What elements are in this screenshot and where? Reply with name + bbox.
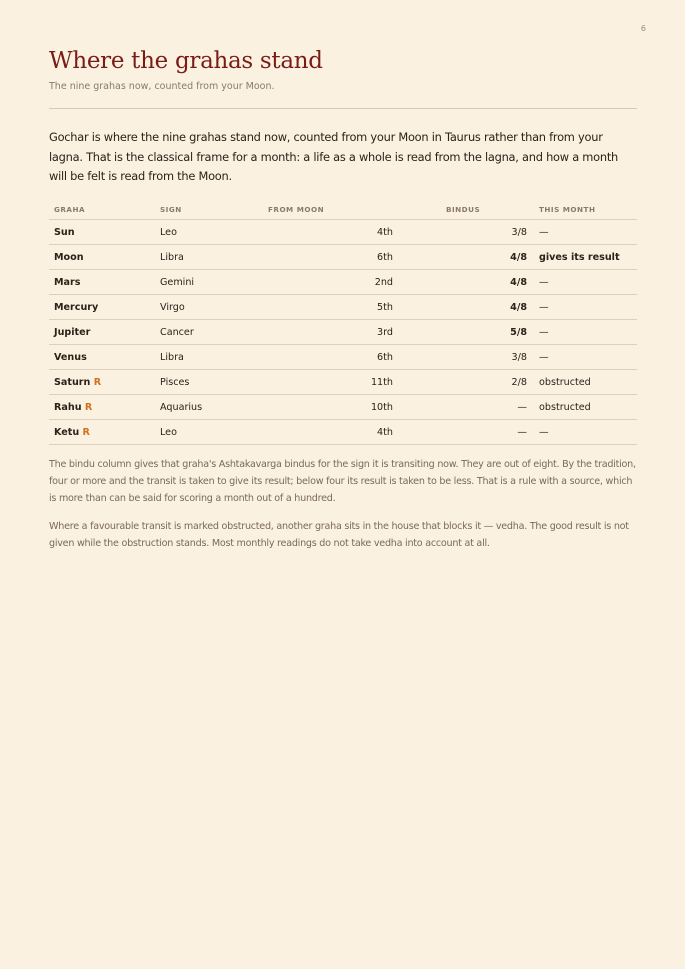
graha-name: Mercury <box>54 301 99 313</box>
graha-name: Venus <box>54 351 87 363</box>
bindus-cell: 2/8 <box>400 370 534 395</box>
bindus-cell: 4/8 <box>400 270 534 295</box>
this-month-cell: — <box>534 295 637 320</box>
bindus-cell: 4/8 <box>400 245 534 270</box>
bindus-cell: 3/8 <box>400 220 534 245</box>
graha-name: Rahu <box>54 401 82 413</box>
from-moon-cell: 4th <box>259 220 400 245</box>
page-subtitle: The nine grahas now, counted from your Moon. <box>49 81 275 92</box>
this-month-cell: gives its result <box>534 245 637 270</box>
from-moon-cell: 2nd <box>259 270 400 295</box>
this-month-cell: obstructed <box>534 370 637 395</box>
page-title: Where the grahas stand <box>49 48 323 74</box>
sign-cell: Cancer <box>155 320 259 345</box>
this-month-cell: obstructed <box>534 395 637 420</box>
table-row <box>49 320 637 345</box>
graha-name: Sun <box>54 226 75 238</box>
this-month-cell: — <box>534 345 637 370</box>
sign-cell: Leo <box>155 220 259 245</box>
graha-cell <box>49 245 155 270</box>
graha-name: Mars <box>54 276 81 288</box>
retrograde-marker: R <box>93 376 102 388</box>
from-moon-cell: 6th <box>259 345 400 370</box>
graha-name: Ketu <box>54 426 80 438</box>
table-row <box>49 420 637 445</box>
graha-cell <box>49 220 155 245</box>
sign-cell: Libra <box>155 345 259 370</box>
graha-cell <box>49 320 155 345</box>
graha-cell <box>49 295 155 320</box>
from-moon-cell: 10th <box>259 395 400 420</box>
sign-cell: Libra <box>155 245 259 270</box>
transit-table-body <box>49 220 637 445</box>
bindus-cell: 3/8 <box>400 345 534 370</box>
graha-cell <box>49 370 155 395</box>
table-row <box>49 245 637 270</box>
graha-cell <box>49 395 155 420</box>
table-header-row <box>49 199 637 220</box>
graha-name: Saturn <box>54 376 91 388</box>
graha-cell <box>49 270 155 295</box>
transit-table <box>49 199 637 445</box>
table-row <box>49 370 637 395</box>
bindus-cell: — <box>400 420 534 445</box>
sign-cell: Gemini <box>155 270 259 295</box>
sign-cell: Virgo <box>155 295 259 320</box>
title-divider <box>49 108 637 109</box>
header-bindus: BINDUS <box>400 199 534 220</box>
header-this-month: THIS MONTH <box>534 199 637 220</box>
header-graha: GRAHA <box>49 199 155 220</box>
table-row <box>49 270 637 295</box>
table-row <box>49 220 637 245</box>
from-moon-cell: 4th <box>259 420 400 445</box>
from-moon-cell: 11th <box>259 370 400 395</box>
intro-paragraph: Gochar is where the nine grahas stand now, counted from your Moon in Taurus rather than from your lagna. That is the classical frame for a month: a life as a whole is read from the lagna, and how a month will be felt is read from the Moon. <box>49 130 619 183</box>
this-month-cell: — <box>534 270 637 295</box>
bindu-note: The bindu column gives that graha's Ashtakavarga bindus for the sign it is transiting now. They are out of eight. By the tradition, four or more and the transit is taken to give its result; below four its result is taken to be less. That is a rule with a source, which is more than can be said for scoring a month out of a hundred. <box>49 459 636 504</box>
this-month-cell: — <box>534 420 637 445</box>
sign-cell: Aquarius <box>155 395 259 420</box>
graha-cell <box>49 420 155 445</box>
page-number: 6 <box>640 24 646 33</box>
retrograde-marker: R <box>84 401 93 413</box>
graha-name: Moon <box>54 251 84 263</box>
vedha-note: Where a favourable transit is marked obstructed, another graha sits in the house that blocks it — vedha. The good result is not given while the obstruction stands. Most monthly readings do not take vedha into account at all. <box>49 521 629 549</box>
retrograde-marker: R <box>82 426 90 438</box>
from-moon-cell: 5th <box>259 295 400 320</box>
graha-cell <box>49 345 155 370</box>
table-row <box>49 295 637 320</box>
graha-name: Jupiter <box>54 326 91 338</box>
this-month-cell: — <box>534 220 637 245</box>
this-month-cell: — <box>534 320 637 345</box>
sign-cell: Pisces <box>155 370 259 395</box>
bindus-cell: 5/8 <box>400 320 534 345</box>
bindus-cell: — <box>400 395 534 420</box>
header-sign: SIGN <box>155 199 259 220</box>
table-row <box>49 395 637 420</box>
bindus-cell: 4/8 <box>400 295 534 320</box>
from-moon-cell: 3rd <box>259 320 400 345</box>
table-row <box>49 345 637 370</box>
from-moon-cell: 6th <box>259 245 400 270</box>
sign-cell: Leo <box>155 420 259 445</box>
header-from-moon: FROM MOON <box>259 199 400 220</box>
